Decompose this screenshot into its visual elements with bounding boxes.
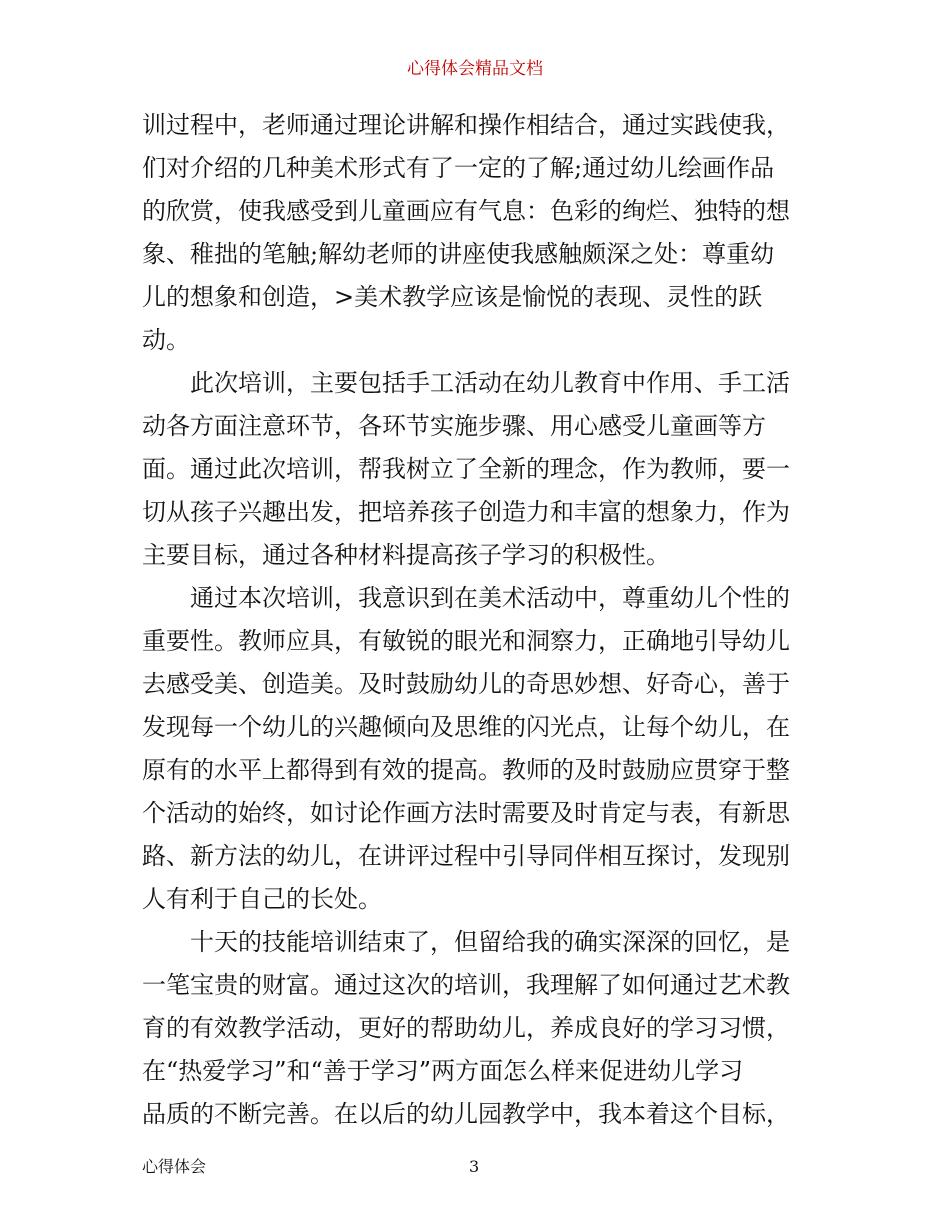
text-line: 通过本次培训，我意识到在美术活动中，尊重幼儿个性的	[190, 584, 790, 612]
text-line: 个活动的始终，如讨论作画方法时需要及时肯定与表，有新思	[142, 799, 790, 827]
text-line: 路、新方法的幼儿，在讲评过程中引导同伴相互探讨，发现别	[142, 842, 790, 870]
page-header-title: 心得体会精品文档	[407, 59, 543, 79]
text-line: 们对介绍的几种美术形式有了一定的了解;通过幼儿绘画作品	[142, 154, 775, 182]
text-line: 原有的水平上都得到有效的提高。教师的及时鼓励应贯穿于整	[142, 756, 790, 784]
text-line: 人有利于自己的长处。	[142, 885, 382, 913]
document-body	[142, 104, 812, 1136]
text-line: 动各方面注意环节，各环节实施步骤、用心感受儿童画等方	[142, 412, 766, 440]
text-line: 的欣赏，使我感受到儿童画应有气息：色彩的绚烂、独特的想	[142, 197, 790, 225]
text-line: 主要目标，通过各种材料提高孩子学习的积极性。	[142, 541, 670, 569]
text-line: 品质的不断完善。在以后的幼儿园教学中，我本着这个目标，	[142, 1100, 790, 1128]
text-line: 去感受美、创造美。及时鼓励幼儿的奇思妙想、好奇心，善于	[142, 670, 790, 698]
text-line: 在“热爱学习”和“善于学习”两方面怎么样来促进幼儿学习	[142, 1057, 744, 1085]
text-line: 此次培训，主要包括手工活动在幼儿教育中作用、手工活	[190, 369, 790, 397]
text-line: 切从孩子兴趣出发，把培养孩子创造力和丰富的想象力，作为	[142, 498, 790, 526]
text-line: 训过程中，老师通过理论讲解和操作相结合，通过实践使我，	[142, 111, 790, 139]
page-number: 3	[469, 1157, 480, 1176]
text-line: 发现每一个幼儿的兴趣倾向及思维的闪光点，让每个幼儿，在	[142, 713, 790, 741]
text-line: 儿的想象和创造，>美术教学应该是愉悦的表现、灵性的跃	[142, 283, 763, 311]
text-line: 动。	[142, 326, 190, 354]
text-line: 十天的技能培训结束了，但留给我的确实深深的回忆，是	[190, 928, 790, 956]
text-line: 重要性。教师应具，有敏锐的眼光和洞察力，正确地引导幼儿	[142, 627, 790, 655]
text-line: 面。通过此次培训，帮我树立了全新的理念，作为教师，要一	[142, 455, 790, 483]
text-line: 象、稚拙的笔触;解幼老师的讲座使我感触颇深之处：尊重幼	[142, 240, 775, 268]
text-line: 一笔宝贵的财富。通过这次的培训，我理解了如何通过艺术教	[142, 971, 790, 999]
text-line: 育的有效教学活动，更好的帮助幼儿，养成良好的学习习惯，	[142, 1014, 790, 1042]
page-footer-label: 心得体会	[142, 1157, 207, 1176]
